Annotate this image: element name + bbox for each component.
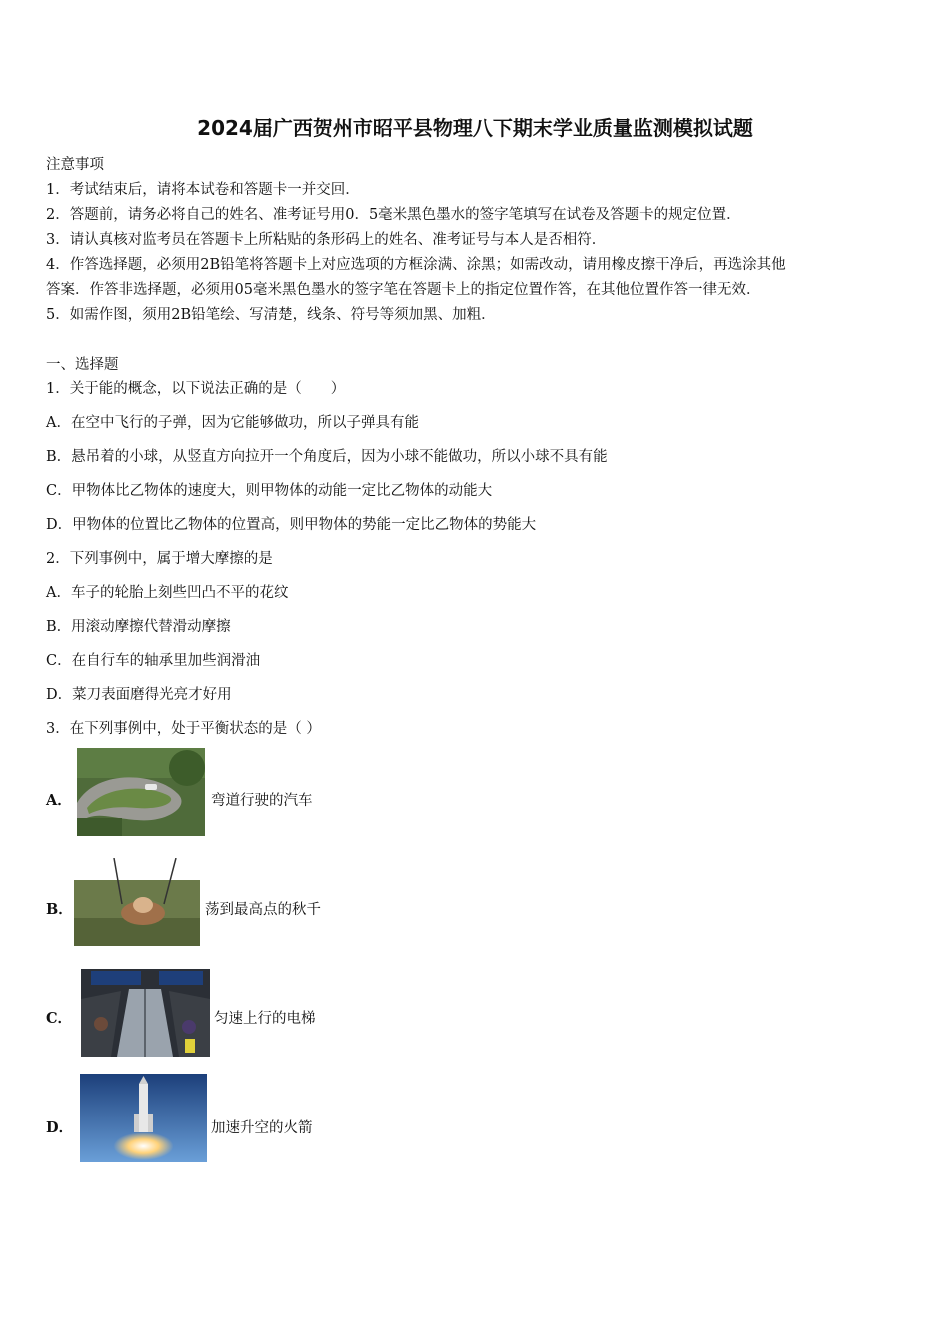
q3-option-c-text: 匀速上行的电梯 [214, 1011, 316, 1027]
q3-option-b-letter: B． [46, 901, 73, 918]
section-heading: 一、选择题 [46, 357, 119, 373]
notice-item-4-cont: 答案．作答非选择题，必须用05毫米黑色墨水的签字笔在答题卡上的指定位置作答，在其他位置作答一律无效． [46, 282, 761, 298]
q1-option-a: A．在空中飞行的子弹，因为它能够做功，所以子弹具有能 [46, 415, 419, 431]
q3-option-a-text: 弯道行驶的汽车 [211, 793, 313, 809]
q3-stem: 3．在下列事例中，处于平衡状态的是（ ） [46, 721, 321, 737]
q1-option-d: D．甲物体的位置比乙物体的位置高，则甲物体的势能一定比乙物体的势能大 [46, 517, 537, 533]
q1-option-c: C．甲物体比乙物体的速度大，则甲物体的动能一定比乙物体的动能大 [46, 483, 493, 499]
rocket-launch-photo [80, 1074, 207, 1162]
notice-item-2: 2．答题前，请务必将自己的姓名、准考证号用0．5毫米黑色墨水的签字笔填写在试卷及答题卡的规定位置． [46, 207, 741, 223]
q2-option-a: A．车子的轮胎上刻些凹凸不平的花纹 [46, 585, 289, 601]
notice-heading: 注意事项 [46, 157, 104, 173]
notice-item-1: 1．考试结束后，请将本试卷和答题卡一并交回． [46, 182, 360, 198]
q3-option-d-text: 加速升空的火箭 [211, 1120, 313, 1136]
q2-option-c: C．在自行车的轴承里加些润滑油 [46, 653, 261, 669]
notice-item-3: 3．请认真核对监考员在答题卡上所粘贴的条形码上的姓名、准考证号与本人是否相符． [46, 232, 607, 248]
q2-stem: 2．下列事例中，属于增大摩擦的是 [46, 551, 273, 567]
notice-item-5: 5．如需作图，须用2B铅笔绘、写清楚，线条、符号等须加黑、加粗． [46, 307, 496, 323]
q3-option-b-text: 荡到最高点的秋千 [205, 902, 321, 918]
q2-option-b: B．用滚动摩擦代替滑动摩擦 [46, 619, 231, 635]
q3-option-d-letter: D． [46, 1119, 74, 1136]
curved-road-car-photo [77, 748, 205, 836]
q3-option-c-letter: C． [46, 1010, 73, 1027]
swing-photo [74, 858, 200, 946]
q1-option-b: B．悬吊着的小球，从竖直方向拉开一个角度后，因为小球不能做功，所以小球不具有能 [46, 449, 608, 465]
exam-title: 2024届广西贺州市昭平县物理八下期末学业质量监测模拟试题 [197, 116, 753, 140]
escalator-photo [81, 969, 210, 1057]
q2-option-d: D．菜刀表面磨得光亮才好用 [46, 687, 232, 703]
notice-item-4: 4．作答选择题，必须用2B铅笔将答题卡上对应选项的方框涂满、涂黑；如需改动，请用橡皮擦干净后，再选涂其他 [46, 257, 786, 273]
q1-stem: 1．关于能的概念，以下说法正确的是（ ） [46, 381, 346, 397]
q3-option-a-letter: A． [46, 792, 72, 809]
